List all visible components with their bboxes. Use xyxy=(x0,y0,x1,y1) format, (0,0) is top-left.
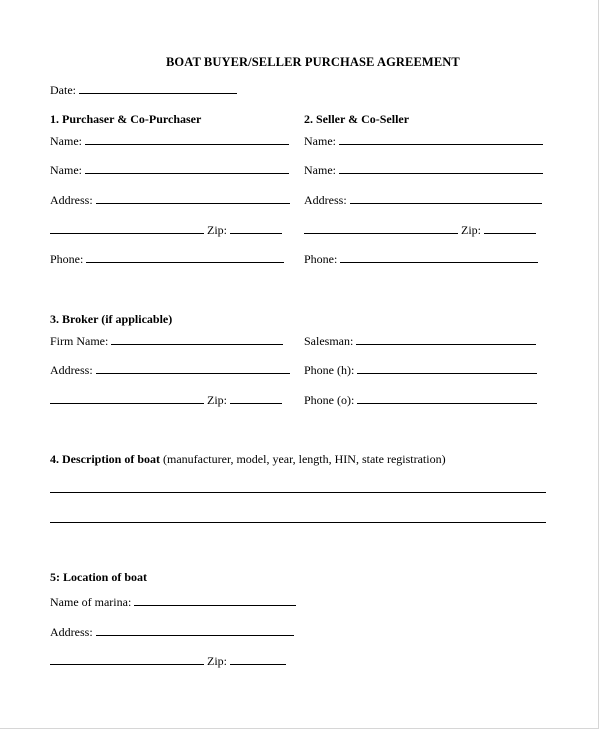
phone-h-field[interactable] xyxy=(357,363,537,374)
co-purchaser-name-label: Name: xyxy=(50,163,82,177)
location-address-field[interactable] xyxy=(96,625,294,636)
marina-label: Name of marina: xyxy=(50,595,132,609)
purchaser-phone-label: Phone: xyxy=(50,252,84,266)
seller-address-field[interactable] xyxy=(350,193,542,204)
date-row xyxy=(50,83,237,97)
broker-city-field[interactable] xyxy=(50,393,204,404)
location-zip-label: Zip: xyxy=(207,654,227,668)
purchaser-zip-label: Zip: xyxy=(207,223,227,237)
date-field[interactable] xyxy=(79,83,237,94)
co-purchaser-name-row xyxy=(50,163,289,177)
description-line-2[interactable] xyxy=(50,522,546,523)
salesman-field[interactable] xyxy=(356,334,536,345)
phone-o-label: Phone (o): xyxy=(304,393,355,407)
seller-address-row xyxy=(304,193,542,207)
broker-zip-label: Zip: xyxy=(207,393,227,407)
co-seller-name-row xyxy=(304,163,543,177)
broker-firm-row xyxy=(50,334,283,348)
phone-o-row xyxy=(304,393,537,407)
date-label: Date: xyxy=(50,83,76,97)
description-line-1[interactable] xyxy=(50,492,546,493)
seller-city-zip-row xyxy=(304,223,536,237)
location-city-field[interactable] xyxy=(50,654,204,665)
purchaser-name-field[interactable] xyxy=(85,134,289,145)
seller-phone-label: Phone: xyxy=(304,252,338,266)
purchaser-city-field[interactable] xyxy=(50,223,204,234)
phone-h-row xyxy=(304,363,537,377)
broker-city-zip-row xyxy=(50,393,282,407)
firm-name-label: Firm Name: xyxy=(50,334,109,348)
broker-address-row xyxy=(50,363,290,377)
phone-h-label: Phone (h): xyxy=(304,363,355,377)
seller-phone-row xyxy=(304,252,538,266)
section-seller-heading: 2. Seller & Co-Seller xyxy=(304,112,410,126)
location-address-row xyxy=(50,625,294,639)
seller-name-row xyxy=(304,134,543,148)
description-heading-note: (manufacturer, model, year, length, HIN, state registration) xyxy=(163,452,446,466)
broker-zip-field[interactable] xyxy=(230,393,282,404)
purchaser-name-row xyxy=(50,134,289,148)
broker-address-label: Address: xyxy=(50,363,93,377)
marina-row xyxy=(50,595,296,609)
seller-city-field[interactable] xyxy=(304,223,458,234)
salesman-label: Salesman: xyxy=(304,334,354,348)
salesman-row xyxy=(304,334,536,348)
co-purchaser-name-field[interactable] xyxy=(85,163,289,174)
location-address-label: Address: xyxy=(50,625,93,639)
purchaser-name-label: Name: xyxy=(50,134,82,148)
purchaser-phone-row xyxy=(50,252,284,266)
location-city-zip-row xyxy=(50,654,286,668)
co-seller-name-label: Name: xyxy=(304,163,336,177)
firm-name-field[interactable] xyxy=(111,334,283,345)
purchaser-address-label: Address: xyxy=(50,193,93,207)
seller-phone-field[interactable] xyxy=(340,252,538,263)
description-heading-bold: 4. Description of boat xyxy=(50,452,160,466)
phone-o-field[interactable] xyxy=(357,393,537,404)
broker-address-field[interactable] xyxy=(96,363,290,374)
purchaser-address-row xyxy=(50,193,290,207)
seller-zip-field[interactable] xyxy=(484,223,536,234)
section-broker-heading: 3. Broker (if applicable) xyxy=(50,312,173,326)
purchaser-address-field[interactable] xyxy=(96,193,290,204)
seller-address-label: Address: xyxy=(304,193,347,207)
section-purchaser-heading: 1. Purchaser & Co-Purchaser xyxy=(50,112,202,126)
purchaser-city-zip-row xyxy=(50,223,282,237)
form-title: BOAT BUYER/SELLER PURCHASE AGREEMENT xyxy=(166,55,460,69)
purchaser-zip-field[interactable] xyxy=(230,223,282,234)
location-zip-field[interactable] xyxy=(230,654,286,665)
section-description-heading xyxy=(50,452,446,466)
seller-zip-label: Zip: xyxy=(461,223,481,237)
seller-name-field[interactable] xyxy=(339,134,543,145)
marina-field[interactable] xyxy=(134,595,296,606)
purchaser-phone-field[interactable] xyxy=(86,252,284,263)
section-location-heading: 5: Location of boat xyxy=(50,570,147,584)
seller-name-label: Name: xyxy=(304,134,336,148)
co-seller-name-field[interactable] xyxy=(339,163,543,174)
